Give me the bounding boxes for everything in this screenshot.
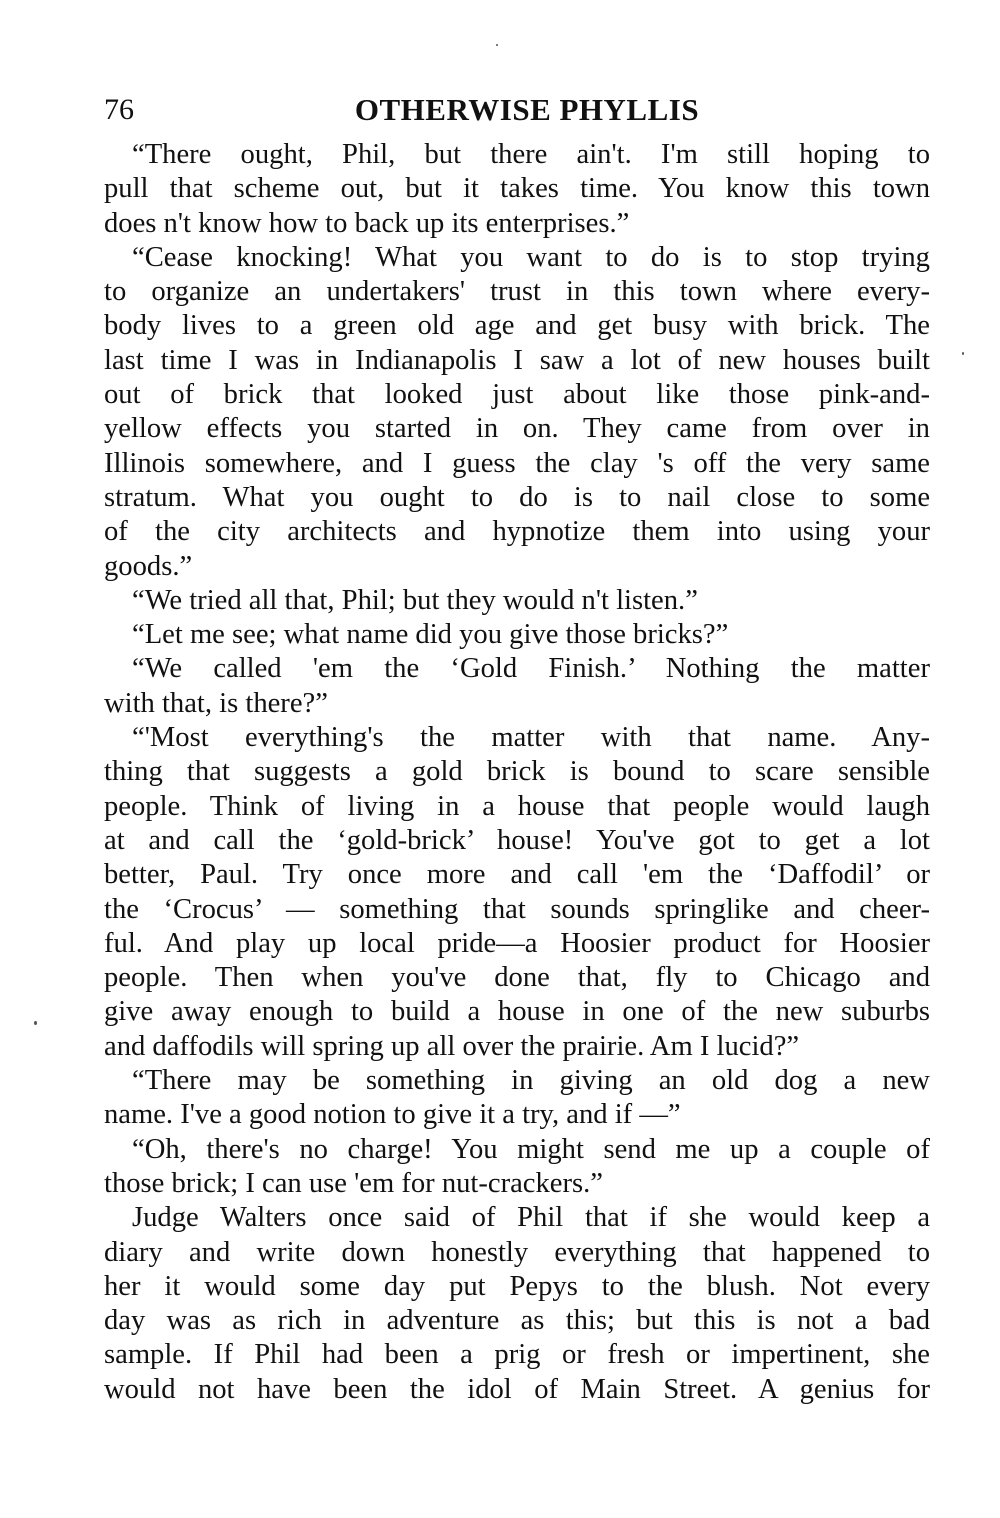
running-title: OTHERWISE PHYLLIS — [354, 92, 700, 127]
text-line: sample. If Phil had been a prig or fresh or impertinent, she — [104, 1339, 930, 1371]
text-line: at and call the ‘gold-brick’ house! You've got to get a lot — [104, 824, 930, 856]
text-line: thing that suggests a gold brick is bound to scare sensible — [104, 756, 930, 788]
print-speck — [962, 352, 964, 355]
body-text — [104, 138, 930, 1407]
text-line: the ‘Crocus’ — something that sounds springlike and cheer- — [104, 893, 930, 925]
text-line: yellow effects you started in on. They came from over in — [104, 413, 930, 445]
text-line: with that, is there?” — [104, 687, 328, 719]
text-line: people. Then when you've done that, fly to Chicago and — [104, 962, 930, 994]
text-line: Illinois somewhere, and I guess the clay 's off the very same — [104, 447, 930, 479]
print-speck — [34, 1021, 37, 1025]
text-line: those brick; I can use 'em for nut-crackers.” — [104, 1167, 603, 1199]
text-line: pull that scheme out, but it takes time. You know this town — [104, 173, 930, 205]
text-line: does n't know how to back up its enterprises.” — [104, 207, 630, 239]
text-line: diary and write down honestly everything that happened to — [104, 1236, 930, 1268]
text-line: “Oh, there's no charge! You might send me up a couple of — [132, 1133, 930, 1165]
text-line: last time I was in Indianapolis I saw a lot of new houses built — [104, 344, 930, 376]
text-line: of the city architects and hypnotize them into using your — [104, 516, 930, 548]
text-line: give away enough to build a house in one of the new suburbs — [104, 996, 930, 1028]
text-line: “Let me see; what name did you give those bricks?” — [132, 619, 729, 651]
text-line: “There ought, Phil, but there ain't. I'm still hoping to — [132, 139, 930, 170]
text-line: and daffodils will spring up all over the prairie. Am I lucid?” — [104, 1030, 800, 1062]
text-line: her it would some day put Pepys to the blush. Not every — [104, 1270, 930, 1302]
text-line: better, Paul. Try once more and call 'em the ‘Daffodil’ or — [104, 859, 930, 891]
text-line: people. Think of living in a house that people would laugh — [104, 790, 930, 822]
text-line: “There may be something in giving an old dog a new — [132, 1065, 930, 1097]
text-line: ful. And play up local pride—a Hoosier product for Hoosier — [104, 927, 930, 959]
text-line: “Cease knocking! What you want to do is to stop trying — [132, 241, 930, 273]
text-line: stratum. What you ought to do is to nail close to some — [104, 481, 930, 513]
text-line: “'Most everything's the matter with that name. Any- — [132, 722, 930, 754]
text-line: Judge Walters once said of Phil that if she would keep a — [132, 1202, 930, 1234]
page-header — [104, 88, 930, 138]
text-line: to organize an undertakers' trust in this town where every- — [104, 276, 930, 308]
page-number: 76 — [104, 93, 134, 126]
print-speck — [496, 44, 498, 46]
text-line: would not have been the idol of Main Street. A genius for — [104, 1373, 930, 1405]
text-line: name. I've a good notion to give it a try, and if —” — [104, 1099, 681, 1131]
text-line: body lives to a green old age and get busy with brick. The — [104, 310, 930, 342]
book-page — [104, 88, 930, 1407]
text-line: out of brick that looked just about like those pink-and- — [104, 379, 930, 411]
text-line: day was as rich in adventure as this; but this is not a bad — [104, 1305, 930, 1337]
text-line: goods.” — [104, 550, 193, 582]
text-line: “We tried all that, Phil; but they would n't listen.” — [132, 584, 698, 616]
text-line: “We called 'em the ‘Gold Finish.’ Nothing the matter — [132, 653, 930, 685]
